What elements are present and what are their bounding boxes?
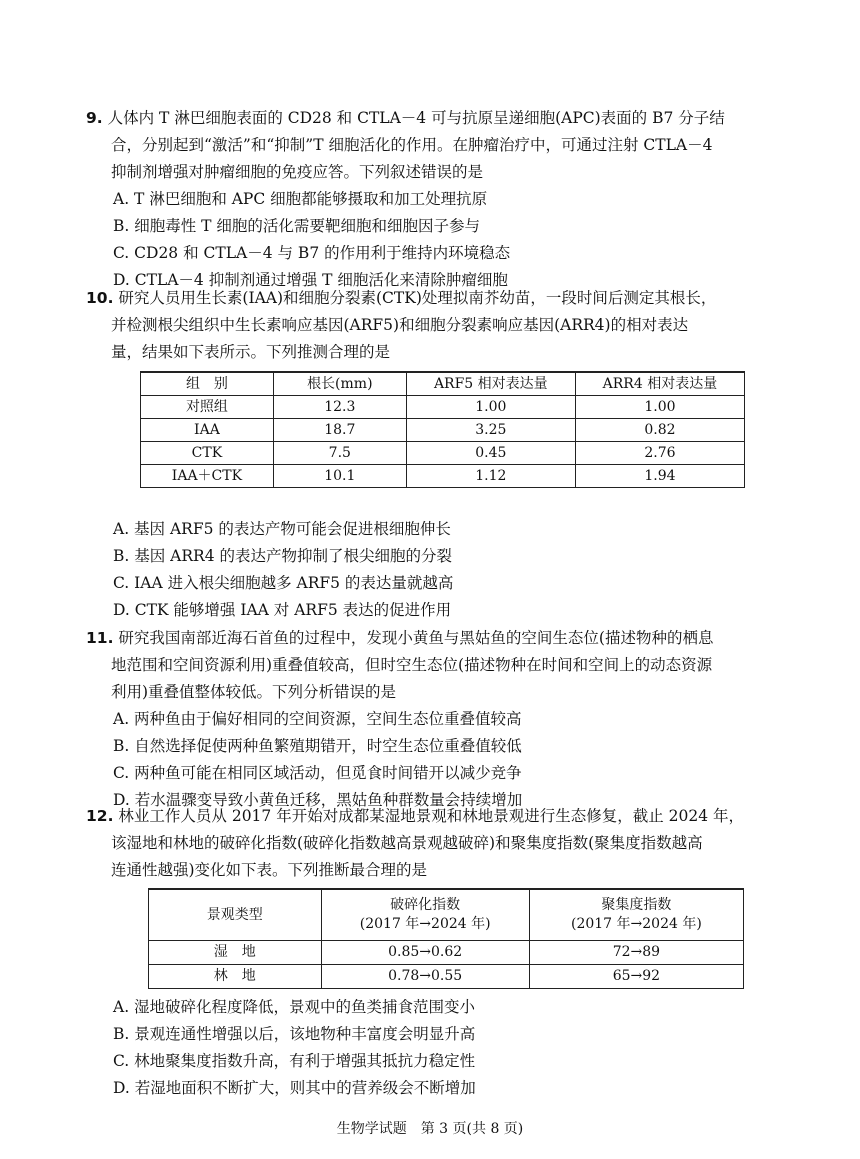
stem-line: 该湿地和林地的破碎化指数(破碎化指数越高景观越破碎)和聚集度指数(聚集度指数越高	[111, 834, 703, 852]
table-cell: 65→92	[529, 965, 743, 989]
question-10	[86, 285, 776, 366]
header-title: 破碎化指数	[390, 897, 461, 913]
question-number: 11.	[86, 629, 114, 647]
header-subtitle: (2017 年→2024 年)	[359, 916, 491, 932]
question-10-stem	[86, 285, 776, 366]
table-row	[141, 419, 745, 442]
table-header: ARF5 相对表达量	[406, 372, 575, 396]
table-cell: IAA＋CTK	[141, 465, 274, 488]
option-d: D. 若水温骤变导致小黄鱼迁移，黑姑鱼种群数量会持续增加	[113, 791, 523, 809]
table-cell: 10.1	[273, 465, 406, 488]
table-header: 根长(mm)	[273, 372, 406, 396]
option-a: A. 基因 ARF5 的表达产物可能会促进根细胞伸长	[113, 520, 451, 538]
table-cell: 1.94	[575, 465, 744, 488]
table-cell: 0.85→0.62	[321, 941, 529, 965]
stem-line: 抑制剂增强对肿瘤细胞的免疫应答。下列叙述错误的是	[111, 163, 484, 181]
header-title: 聚集度指数	[601, 897, 672, 913]
option-b: B. 细胞毒性 T 细胞的活化需要靶细胞和细胞因子参与	[113, 217, 480, 235]
question-10-options	[86, 516, 776, 624]
table-row	[141, 442, 745, 465]
table-cell: 0.45	[406, 442, 575, 465]
option-c: C. IAA 进入根尖细胞越多 ARF5 的表达量就越高	[113, 574, 454, 592]
option-b: B. 景观连通性增强以后，该地物种丰富度会明显升高	[113, 1025, 476, 1043]
table-cell: 对照组	[141, 396, 274, 419]
question-11	[86, 625, 776, 814]
table-header-row	[149, 889, 744, 941]
stem-line: 连通性越强)变化如下表。下列推断最合理的是	[111, 861, 428, 879]
table-cell: 3.25	[406, 419, 575, 442]
question-11-stem	[86, 625, 776, 706]
table-cell: 1.12	[406, 465, 575, 488]
stem-line: 量，结果如下表所示。下列推测合理的是	[111, 343, 391, 361]
table-cell: 湿 地	[149, 941, 322, 965]
stem-line: 人体内 T 淋巴细胞表面的 CD28 和 CTLA－4 可与抗原呈递细胞(APC)表面的 B7 分子结	[107, 109, 725, 127]
table-cell: IAA	[141, 419, 274, 442]
option-d: D. 若湿地面积不断扩大，则其中的营养级会不断增加	[113, 1079, 476, 1097]
table-header	[529, 889, 743, 941]
question-9	[86, 105, 776, 294]
table-header: 组 别	[141, 372, 274, 396]
stem-line: 并检测根尖组织中生长素响应基因(ARF5)和细胞分裂素响应基因(ARR4)的相对表达	[111, 316, 689, 334]
stem-line: 地范围和空间资源利用)重叠值较高，但时空生态位(描述物种在时间和空间上的动态资源	[111, 656, 713, 674]
gene-expression-table	[140, 371, 745, 488]
table-cell: 0.78→0.55	[321, 965, 529, 989]
table-cell: 72→89	[529, 941, 743, 965]
option-d: D. CTK 能够增强 IAA 对 ARF5 表达的促进作用	[113, 601, 452, 619]
table-header	[321, 889, 529, 941]
question-number: 9.	[86, 109, 103, 127]
option-d: D. CTLA－4 抑制剂通过增强 T 细胞活化来清除肿瘤细胞	[113, 271, 508, 289]
stem-line: 研究我国南部近海石首鱼的过程中，发现小黄鱼与黑姑鱼的空间生态位(描述物种的栖息	[118, 629, 714, 647]
stem-line: 林业工作人员从 2017 年开始对成都某湿地景观和林地景观进行生态修复，截止 2024 年，	[118, 807, 745, 825]
table-cell: 1.00	[406, 396, 575, 419]
option-b: B. 基因 ARR4 的表达产物抑制了根尖细胞的分裂	[113, 547, 452, 565]
option-b: B. 自然选择促使两种鱼繁殖期错开，时空生态位重叠值较低	[113, 737, 522, 755]
header-subtitle: (2017 年→2024 年)	[570, 916, 702, 932]
stem-line: 研究人员用生长素(IAA)和细胞分裂素(CTK)处理拟南芥幼苗，一段时间后测定其根长，	[118, 289, 717, 307]
question-12-options	[86, 994, 776, 1102]
table-cell: CTK	[141, 442, 274, 465]
stem-line: 利用)重叠值整体较低。下列分析错误的是	[111, 683, 397, 701]
question-9-stem	[86, 105, 776, 186]
table-cell: 1.00	[575, 396, 744, 419]
option-c: C. 林地聚集度指数升高，有利于增强其抵抗力稳定性	[113, 1052, 476, 1070]
option-c: C. 两种鱼可能在相同区域活动，但觅食时间错开以减少竞争	[113, 764, 522, 782]
table-row	[149, 941, 744, 965]
page-footer: 生物学试题 第 3 页(共 8 页)	[336, 1121, 524, 1137]
table-row	[141, 396, 745, 419]
question-12-stem	[86, 803, 776, 884]
table-cell: 2.76	[575, 442, 744, 465]
option-a: A. T 淋巴细胞和 APC 细胞都能够摄取和加工处理抗原	[113, 190, 488, 208]
question-12	[86, 803, 776, 884]
table-header-row	[141, 372, 745, 396]
question-number: 10.	[86, 289, 114, 307]
option-c: C. CD28 和 CTLA－4 与 B7 的作用利于维持内环境稳态	[113, 244, 511, 262]
table-cell: 0.82	[575, 419, 744, 442]
table-cell: 7.5	[273, 442, 406, 465]
question-number: 12.	[86, 807, 114, 825]
table-cell: 林 地	[149, 965, 322, 989]
table-row	[141, 465, 745, 488]
table-row	[149, 965, 744, 989]
table-cell: 12.3	[273, 396, 406, 419]
table-cell: 18.7	[273, 419, 406, 442]
landscape-index-table	[148, 888, 744, 989]
table-header: 景观类型	[149, 889, 322, 941]
stem-line: 合，分别起到“激活”和“抑制”T 细胞活化的作用。在肿瘤治疗中，可通过注射 CTLA－4	[111, 136, 713, 154]
table-header: ARR4 相对表达量	[575, 372, 744, 396]
option-a: A. 两种鱼由于偏好相同的空间资源，空间生态位重叠值较高	[113, 710, 522, 728]
option-a: A. 湿地破碎化程度降低，景观中的鱼类捕食范围变小	[113, 998, 476, 1016]
